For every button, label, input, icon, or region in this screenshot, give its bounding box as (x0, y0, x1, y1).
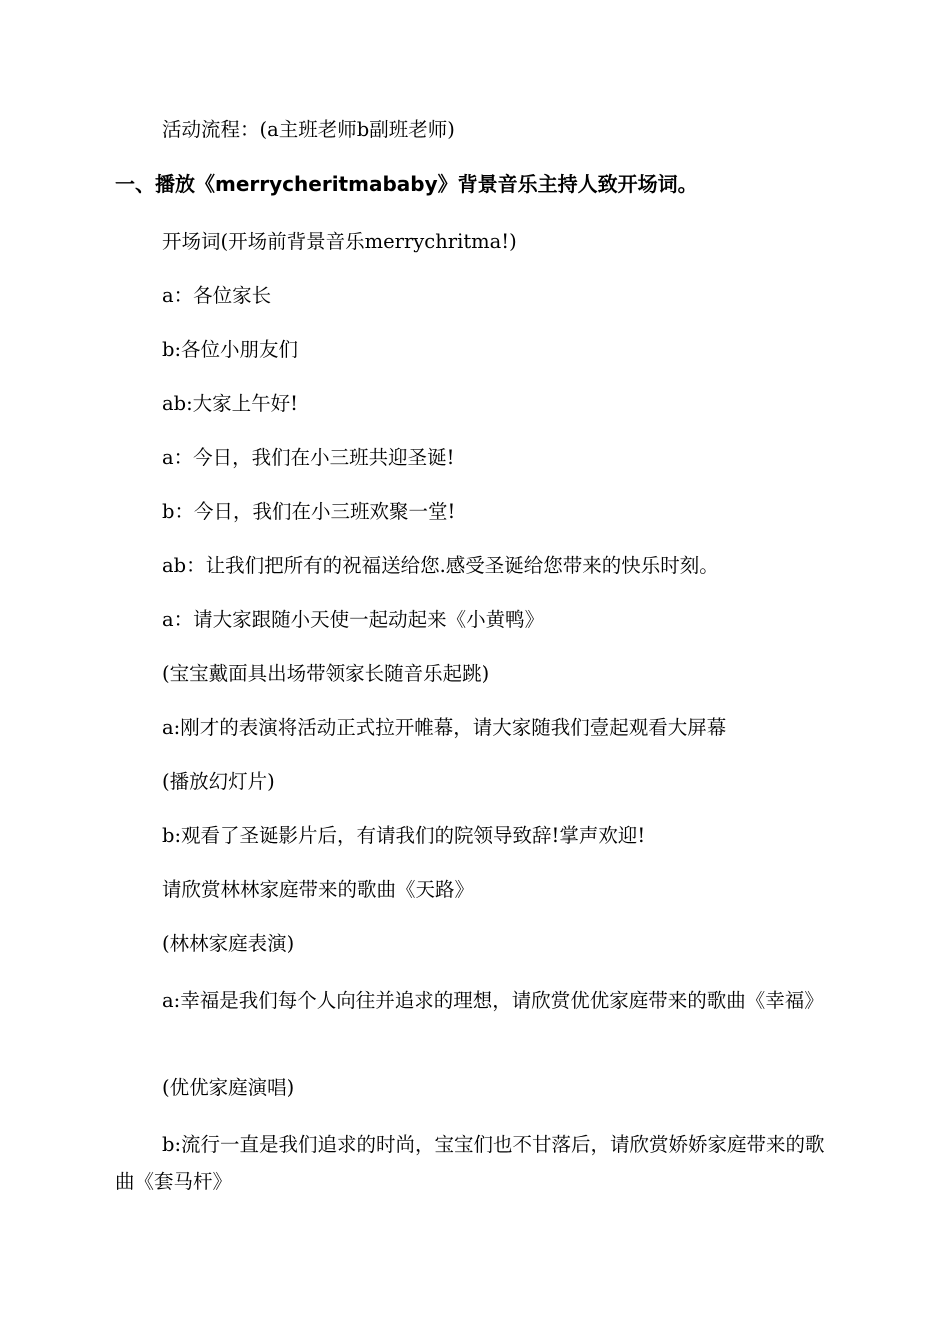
stage-direction: (宝宝戴面具出场带领家长随音乐起跳) (162, 662, 490, 685)
script-paragraph: a:幸福是我们每个人向往并追求的理想，请欣赏优优家庭带来的歌曲《幸福》 (162, 989, 824, 1012)
script-line: b：今日，我们在小三班欢聚一堂! (162, 500, 456, 523)
script-line: a：请大家跟随小天使一起动起来《小黄鸭》 (162, 608, 545, 631)
stage-direction: (播放幻灯片) (162, 770, 275, 793)
script-line: ab:大家上午好! (162, 392, 299, 415)
script-line: a:刚才的表演将活动正式拉开帷幕，请大家随我们壹起观看大屏幕 (162, 716, 727, 739)
activity-flow-title: 活动流程：(a主班老师b副班老师) (162, 118, 455, 141)
stage-direction: (优优家庭演唱) (162, 1076, 295, 1099)
section-heading-1: 一、播放《merrycheritmababy》背景音乐主持人致开场词。 (115, 172, 698, 196)
script-line: ab：让我们把所有的祝福送给您.感受圣诞给您带来的快乐时刻。 (162, 554, 719, 577)
script-line: 请欣赏林林家庭带来的歌曲《天路》 (162, 878, 475, 901)
script-line: b:各位小朋友们 (162, 338, 299, 361)
stage-direction: (林林家庭表演) (162, 932, 295, 955)
script-paragraph: b:流行一直是我们追求的时尚，宝宝们也不甘落后，请欣赏娇娇家庭带来的歌曲《套马杆》 (115, 1133, 825, 1193)
script-line: a：各位家长 (162, 284, 272, 307)
opening-speech-label: 开场词(开场前背景音乐merrychritma!) (162, 230, 517, 253)
script-line: b:观看了圣诞影片后，有请我们的院领导致辞!掌声欢迎! (162, 824, 646, 847)
script-line: a：今日，我们在小三班共迎圣诞! (162, 446, 455, 469)
